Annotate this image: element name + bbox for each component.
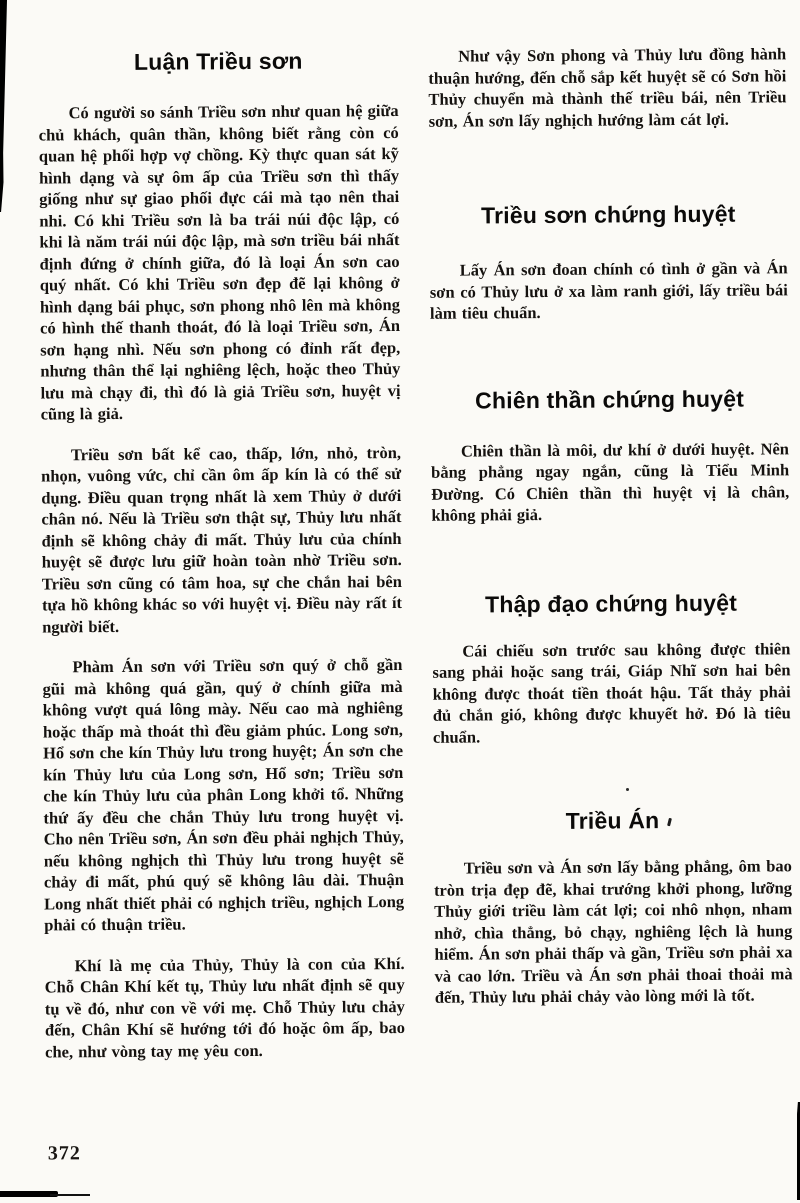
body-paragraph: Có người so sánh Triều sơn như quan hệ giữa chủ khách, quân thần, không biết rằng còn có quan hệ phối hợp vợ chồng. Kỳ thực quan sát kỹ hình dạng và sự ôm ấp của Triều sơn thì thấy giống như sự giao phối đực cái mà tạo nên thai nhi. Có khi Triều sơn là ba trái núi độc lập, có khi là năm trái núi độc lập, mà sơn triều bái nhất định đứng ở chính giữa, đó là loại Án sơn cao quý nhất. Có khi Triều sơn đẹp đẽ lại không ở hình dạng bái phục, sơn phong nhô lên mà không có hình thế thanh thoát, đó là loại Triều sơn, Án sơn hạng nhì. Nếu sơn phong có đỉnh rất đẹp, nhưng thân thể lại nghiêng lệch, hoặc theo Thủy lưu mà chạy đi, thì đó là giả Triều sơn, huyệt vị cũng là giả. (38, 100, 401, 424)
section-heading-trieu-son-chung-huyet: Triều sơn chứng huyệt (480, 200, 736, 229)
body-paragraph: Lấy Án sơn đoan chính có tình ở gần và Án sơn có Thủy lưu ở xa làm ranh giới, lấy triều bái làm tiêu chuẩn. (429, 258, 788, 323)
right-column (428, 43, 793, 1008)
section-heading-trieu-an: Triều Án (565, 807, 660, 834)
article-title: Luận Triều sơn (133, 47, 303, 75)
scan-artifact-speck (626, 788, 629, 791)
section-heading-chien-than-chung-huyet: Chiên thần chứng huyệt (475, 385, 745, 413)
body-paragraph: Như vậy Sơn phong và Thủy lưu đồng hành thuận hướng, đến chỗ sắp kết huyệt sẽ có Sơn hồi Thủy chuyển mà thành thế triều bái, nên Triều sơn, Án sơn lấy nghịch hướng làm cát lợi. (428, 44, 787, 131)
body-paragraph: Khí là mẹ của Thủy, Thủy là con của Khí. Chỗ Chân Khí kết tụ, Thủy lưu nhất định sẽ quy tụ về đó, như con về với mẹ. Chỗ Thủy lưu chảy đến, Chân Khí sẽ hướng tới đó hoặc ôm ấp, bao che, như vòng tay mẹ yêu con. (44, 953, 406, 1061)
left-column (38, 46, 405, 1062)
scan-artifact-bottom-bar-tail (50, 1194, 90, 1197)
page-number: 372 (47, 1142, 81, 1165)
body-paragraph: Chiên thần là môi, dư khí ở dưới huyệt. Nên bằng phẳng ngay ngắn, cũng là Tiểu Minh Đường. Có Chiên thần thì huyệt vị là chân, không phải giả. (431, 438, 790, 525)
body-paragraph: Cái chiếu sơn trước sau không được thiên sang phải hoặc sang trái, Giáp Nhĩ sơn hai bên không được thoát tiền thoát hậu. Tất thảy phải đủ chắn gió, không được khuyết hở. Đó là tiêu chuẩn. (432, 638, 791, 747)
section-heading-thap-dao-chung-huyet: Thập đạo chứng huyệt (484, 589, 738, 617)
body-paragraph: Phàm Án sơn với Triều sơn quý ở chỗ gần gũi mà không quá gần, quý ở chính giữa mà không vượt quá lông mày. Nếu cao mà nghiêng hoặc thấp mà thoát thì đều giảm phúc. Long sơn, Hổ sơn che kín Thủy lưu trong huyệt; Án sơn che kín Thủy lưu của Long sơn, Hổ sơn; Triều sơn che kín Thủy lưu của phân Long khởi tổ. Những thứ ấy đều che chắn Thủy lưu trong huyệt vị. Cho nên Triều sơn, Án sơn đều phải nghịch Thủy, nếu không nghịch thì Thủy lưu trong huyệt sẽ chảy đi mất, phú quý sẽ không lâu dài. Thuận Long nhất thiết phải có nghịch triều, nghịch Long phải có thuận triều. (42, 654, 405, 935)
body-paragraph: Triều sơn bất kể cao, thấp, lớn, nhỏ, tròn, nhọn, vuông vức, chỉ cần ôm ấp kín là có thể sử dụng. Điều quan trọng nhất là xem Thủy ở dưới chân nó. Nếu là Triều sơn thật sự, Thủy lưu nhất định sẽ không chảy đi mất. Thủy lưu của chính huyệt sẽ được lưu giữ hoàn toàn nhờ Triều sơn. Triều sơn cũng có tâm hoa, sự che chắn hai bên tựa hồ không khác so với huyệt vị. Điều này rất ít người biết. (41, 442, 403, 636)
body-paragraph: Triều sơn và Án sơn lấy bằng phẳng, ôm bao tròn trịa đẹp đẽ, khai trướng khởi phong, lưỡng Thủy giới triều làm cát lợi; coi nhô nhọn, nham nhở, chìa thẳng, bỏ chạy, nghiêng lệch là hung hiểm. Án sơn phải thấp và gần, Triều sơn phải xa và cao lớn. Triều và Án sơn phải thoai thoải mà đến, Thủy lưu phải chảy vào lòng mới là tốt. (433, 856, 793, 1007)
